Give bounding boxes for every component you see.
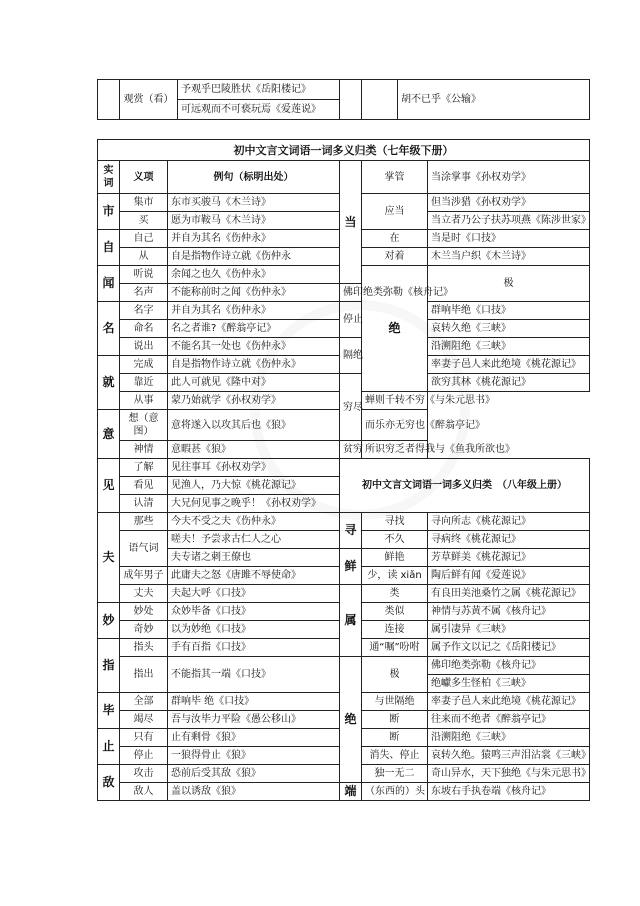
example: 并自为其名《伤仲永》 xyxy=(168,302,340,320)
example: 当是时《口技》 xyxy=(428,230,590,248)
example: 绝巘多生怪柏《三峡》 xyxy=(428,675,590,693)
main-table xyxy=(97,139,590,801)
example: 以为妙绝《口技》 xyxy=(168,621,340,639)
example: 群响毕绝《口技》 xyxy=(428,302,590,320)
char-bi: 毕 xyxy=(98,693,120,729)
example: 群响毕 绝《口技》 xyxy=(168,693,340,711)
header-char: 实词 xyxy=(98,161,120,194)
meaning: 连接 xyxy=(362,621,428,639)
meaning: 了解 xyxy=(120,459,168,477)
example: 众妙毕备《口技》 xyxy=(168,603,340,621)
char-zi: 自 xyxy=(98,230,120,266)
example: 嗟夫！予尝求古仁人之心 xyxy=(168,531,340,549)
meaning: 说出 xyxy=(120,338,168,356)
example: 自是指物作诗立就《伤仲永》 xyxy=(168,356,340,374)
example: 见往事耳《孙权劝学》 xyxy=(168,459,340,477)
meaning: 只有 xyxy=(120,729,168,747)
meaning: 通“嘱”吩咐 xyxy=(362,639,428,657)
top-example-2: 可远观而不可亵玩焉《爱莲说》 xyxy=(178,100,340,120)
example: 见渔人，乃大惊《桃花源记》 xyxy=(168,477,340,495)
meaning: 丈夫 xyxy=(120,585,168,603)
example: 当立者乃公子扶苏项燕《陈涉世家》 xyxy=(428,212,590,230)
meaning: 不久 xyxy=(362,531,428,549)
example: 不能名其一处也《伤仲永》 xyxy=(168,338,340,356)
example: 夫专诸之刺王僚也 xyxy=(168,549,340,567)
section-title-grade8: 初中文言文词语一词多义归类 （八年级上册） xyxy=(340,459,590,513)
char-shu: 属 xyxy=(340,585,362,657)
meaning: （东西的）头 xyxy=(362,783,428,801)
meaning: 靠近 xyxy=(120,374,168,392)
meaning: 断 xyxy=(362,729,428,747)
meaning: 贫穷 xyxy=(340,441,362,459)
top-right-example: 胡不已乎《公输》 xyxy=(398,80,590,120)
meaning: 神情 xyxy=(120,441,168,459)
char-jue: 绝 xyxy=(362,266,428,392)
meaning: 看见 xyxy=(120,477,168,495)
example: 但当涉猎《孙权劝学》 xyxy=(428,194,590,212)
top-empty-cell xyxy=(362,80,398,120)
table-title: 初中文言文词语一词多义归类（七年级下册） xyxy=(98,140,590,161)
char-ming: 名 xyxy=(98,302,120,356)
char-shi: 市 xyxy=(98,194,120,230)
example: 往来而不绝者《醉翁亭记》 xyxy=(428,711,590,729)
char-wen: 闻 xyxy=(98,266,120,302)
example: 所识穷乏者得我与《鱼我所欲也》 xyxy=(362,441,428,459)
example: 率妻子邑人来此绝境《桃花源记》 xyxy=(428,693,590,711)
example: 盖以诱敌《狼》 xyxy=(168,783,340,801)
meaning: 停止 xyxy=(340,302,362,338)
example: 夫起大呼《口技》 xyxy=(168,585,340,603)
example: 不能指其一端《口技》 xyxy=(168,657,340,693)
meaning: 从 xyxy=(120,248,168,266)
meaning: 竭尽 xyxy=(120,711,168,729)
char-xun: 寻 xyxy=(340,513,362,549)
example: 哀转久绝。猿鸣三声泪沾裳《三峡》 xyxy=(428,747,590,765)
meaning: 全部 xyxy=(120,693,168,711)
example: 止有剩骨《狼》 xyxy=(168,729,340,747)
example: 当涂掌事《孙权劝学》 xyxy=(428,161,590,194)
char-miao: 妙 xyxy=(98,603,120,639)
meaning: 指头 xyxy=(120,639,168,657)
example: 东市买骏马《木兰诗》 xyxy=(168,194,340,212)
meaning: 类似 xyxy=(362,603,428,621)
meaning: 断 xyxy=(362,711,428,729)
meaning: 少，读 xiǎn xyxy=(362,567,428,585)
example: 神情与苏黄不属《核舟记》 xyxy=(428,603,590,621)
meaning: 与世隔绝 xyxy=(362,693,428,711)
char-zhi-2: 止 xyxy=(98,729,120,765)
meaning: 买 xyxy=(120,212,168,230)
meaning: 极 xyxy=(362,657,428,693)
header-example: 例句（标明出处） xyxy=(168,161,340,194)
meaning: 鲜艳 xyxy=(362,549,428,567)
meaning: 名声 xyxy=(120,284,168,302)
meaning: 妙处 xyxy=(120,603,168,621)
char-zhi: 指 xyxy=(98,639,120,693)
example: 手有百指《口技》 xyxy=(168,639,340,657)
char-jue-2: 绝 xyxy=(340,657,362,783)
example: 意将遂入以攻其后也《狼》 xyxy=(168,410,340,441)
meaning: 奇妙 xyxy=(120,621,168,639)
example: 意暇甚《狼》 xyxy=(168,441,340,459)
example: 属引凄异《三峡》 xyxy=(428,621,590,639)
example: 佛印绝类弥勒《核舟记》 xyxy=(340,284,362,302)
example: 佛印绝类弥勒《核舟记》 xyxy=(428,657,590,675)
example: 木兰当户织《木兰诗》 xyxy=(428,248,590,266)
char-yi: 意 xyxy=(98,410,120,459)
meaning: 独一无二 xyxy=(362,765,428,783)
char-di: 敌 xyxy=(98,765,120,801)
example: 大兄何见事之晚乎！《孙权劝学》 xyxy=(168,495,340,513)
char-duan: 端 xyxy=(340,783,362,801)
meaning: 听说 xyxy=(120,266,168,284)
example: 一狼得骨止《狼》 xyxy=(168,747,340,765)
meaning: 指出 xyxy=(120,657,168,693)
meaning: 完成 xyxy=(120,356,168,374)
meaning: 消失、停止 xyxy=(362,747,428,765)
example: 率妻子邑人来此绝境《桃花源记》 xyxy=(428,356,590,374)
example: 此庸夫之怒《唐雎不辱使命》 xyxy=(168,567,340,585)
example: 沿溯阻绝《三峡》 xyxy=(428,338,590,356)
meaning: 在 xyxy=(362,230,428,248)
meaning: 寻找 xyxy=(362,513,428,531)
meaning: 掌管 xyxy=(362,161,428,194)
example: 名之者谁?《醉翁亭记》 xyxy=(168,320,340,338)
meaning: 攻击 xyxy=(120,765,168,783)
meaning: 类 xyxy=(362,585,428,603)
char-dang: 当 xyxy=(340,161,362,284)
example: 今夫不受之夫《伤仲永》 xyxy=(168,513,340,531)
meaning: 想（意图） xyxy=(120,410,168,441)
example: 愿为市鞍马《木兰诗》 xyxy=(168,212,340,230)
char-fu: 夫 xyxy=(98,513,120,603)
top-empty-cell xyxy=(98,80,120,120)
meaning: 敌人 xyxy=(120,783,168,801)
example: 不能称前时之闻《伤仲永》 xyxy=(168,284,340,302)
example: 陶后鲜有闻《爱莲说》 xyxy=(428,567,590,585)
meaning: 对着 xyxy=(362,248,428,266)
example: 蒙乃始就学《孙权劝学》 xyxy=(168,392,340,410)
example: 芳草鲜美《桃花源记》 xyxy=(428,549,590,567)
meaning: 隔绝 xyxy=(340,338,362,374)
top-example-1: 予观乎巴陵胜状《岳阳楼记》 xyxy=(178,80,340,100)
example: 吾与汝毕力平险《愚公移山》 xyxy=(168,711,340,729)
meaning: 那些 xyxy=(120,513,168,531)
meaning: 成年男子 xyxy=(120,567,168,585)
meaning: 语气词 xyxy=(120,531,168,567)
example: 并自为其名《伤仲永》 xyxy=(168,230,340,248)
example: 属予作文以记之《岳阳楼记》 xyxy=(428,639,590,657)
meaning: 认清 xyxy=(120,495,168,513)
top-empty-cell xyxy=(340,80,362,120)
char-jian: 见 xyxy=(98,459,120,513)
top-term: 观赏（看） xyxy=(120,80,178,120)
char-xian: 鲜 xyxy=(340,549,362,585)
example: 自是指物作诗立就《伤仲永 xyxy=(168,248,340,266)
meaning: 自己 xyxy=(120,230,168,248)
example: 沿溯阻绝《三峡》 xyxy=(428,729,590,747)
meaning: 应当 xyxy=(362,194,428,230)
example: 有良田美池桑竹之属《桃花源记》 xyxy=(428,585,590,603)
meaning: 停止 xyxy=(120,747,168,765)
meaning: 穷尽 xyxy=(340,374,362,441)
meaning: 从事 xyxy=(120,392,168,410)
example: 寻向所志《桃花源记》 xyxy=(428,513,590,531)
example: 此人可就见《隆中对》 xyxy=(168,374,340,392)
example: 奇山异水，天下独绝《与朱元思书》 xyxy=(428,765,590,783)
example: 恐前后受其敌《狼》 xyxy=(168,765,340,783)
example: 东坡右手执卷端《核舟记》 xyxy=(428,783,590,801)
header-meaning: 义项 xyxy=(120,161,168,194)
meaning: 命名 xyxy=(120,320,168,338)
example: 蝉则千转不穷《与朱元思书》 xyxy=(362,392,428,410)
meaning: 极 xyxy=(428,266,590,302)
meaning: 集市 xyxy=(120,194,168,212)
example: 余闻之也久《伤仲永》 xyxy=(168,266,340,284)
top-table xyxy=(97,79,590,120)
example: 寻病终《桃花源记》 xyxy=(428,531,590,549)
char-jiu: 就 xyxy=(98,356,120,410)
example: 欲穷其林《桃花源记》 xyxy=(428,374,590,392)
meaning: 名字 xyxy=(120,302,168,320)
example: 而乐亦无穷也《醉翁亭记》 xyxy=(362,410,428,441)
example: 哀转久绝《三峡》 xyxy=(428,320,590,338)
